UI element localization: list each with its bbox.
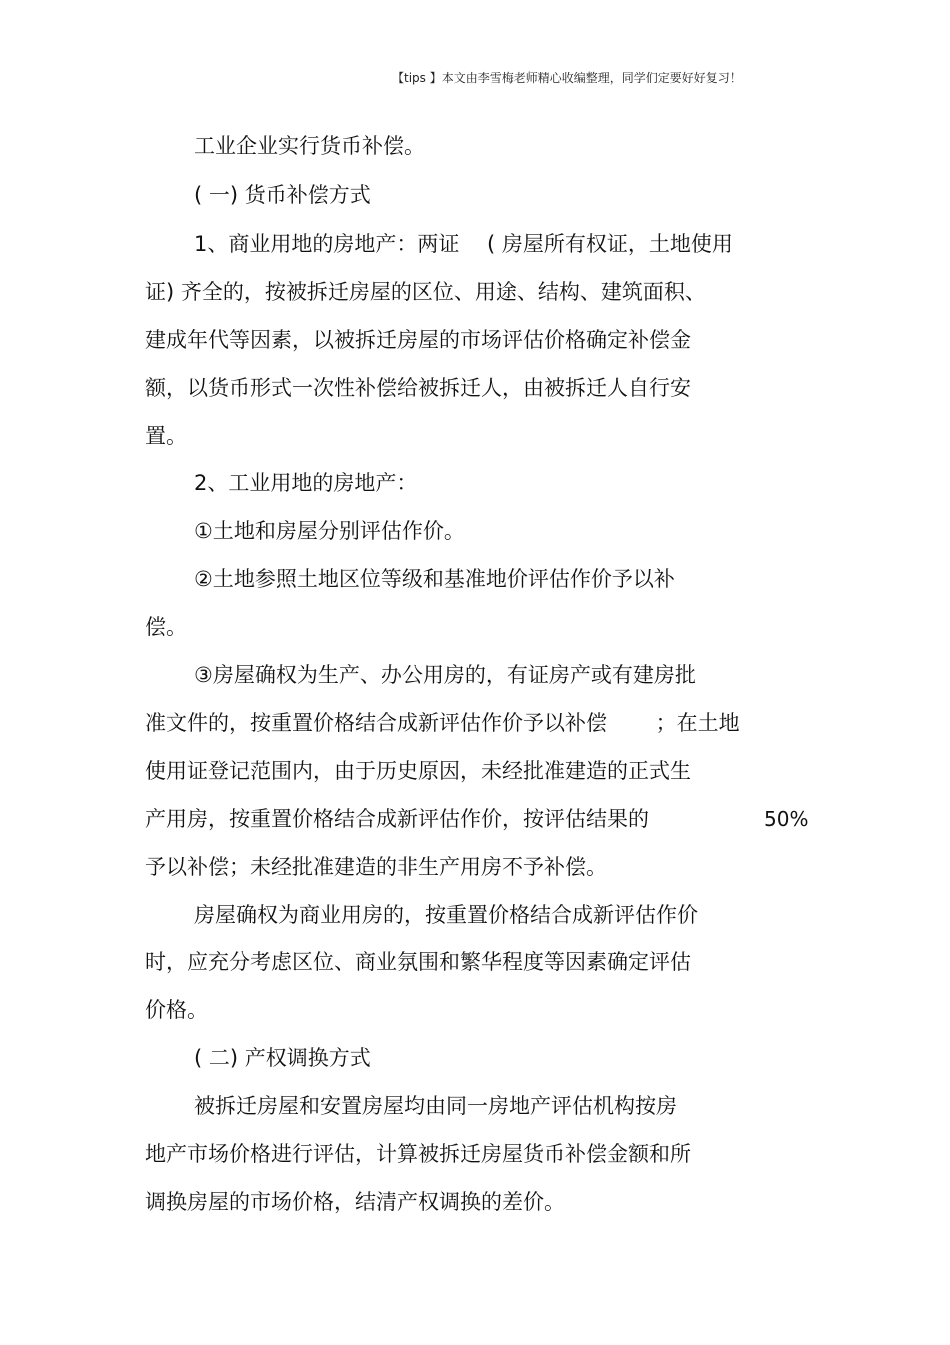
paragraph-line: 额，以货币形式一次性补偿给被拆迁人，由被拆迁人自行安 <box>145 376 691 400</box>
paragraph-line: 工业企业实行货币补偿。 <box>194 134 425 158</box>
paragraph-line: 偿。 <box>145 615 187 639</box>
paragraph-line: 1、商业用地的房地产：两证 ( 房屋所有权证，土地使用 <box>194 232 733 256</box>
paragraph-line: 证) 齐全的，按被拆迁房屋的区位、用途、结构、建筑面积、 <box>145 280 706 304</box>
paragraph-line: 2、工业用地的房地产： <box>194 471 418 495</box>
percent-value: 50% <box>764 807 809 831</box>
paragraph-line: 建成年代等因素，以被拆迁房屋的市场评估价格确定补偿金 <box>145 328 691 352</box>
paragraph-line: 时，应充分考虑区位、商业氛围和繁华程度等因素确定评估 <box>145 950 691 974</box>
paragraph-line: 价格。 <box>145 998 208 1022</box>
paragraph-line: 准文件的，按重置价格结合成新评估作价予以补偿 ；在土地 <box>145 711 740 735</box>
paragraph-line: 房屋确权为商业用房的，按重置价格结合成新评估作价 <box>194 903 698 927</box>
header-tip: 【tips 】本文由李雪梅老师精心收编整理，同学们定要好好复习！ <box>392 71 742 85</box>
paragraph-line: ③房屋确权为生产、办公用房的，有证房产或有建房批 <box>194 663 696 687</box>
paragraph-line: 产用房，按重置价格结合成新评估作价，按评估结果的 <box>145 807 649 831</box>
paragraph-line: 予以补偿；未经批准建造的非生产用房不予补偿。 <box>145 855 607 879</box>
paragraph-line: 调换房屋的市场价格，结清产权调换的差价。 <box>145 1190 565 1214</box>
paragraph-line: 使用证登记范围内，由于历史原因，未经批准建造的正式生 <box>145 759 691 783</box>
section-heading-monetary: ( 一) 货币补偿方式 <box>194 183 371 207</box>
paragraph-line: 被拆迁房屋和安置房屋均由同一房地产评估机构按房 <box>194 1094 677 1118</box>
paragraph-line: 置。 <box>145 424 187 448</box>
section-heading-exchange: ( 二) 产权调换方式 <box>194 1046 371 1070</box>
paragraph-line: 地产市场价格进行评估，计算被拆迁房屋货币补偿金额和所 <box>145 1142 691 1166</box>
paragraph-line: ①土地和房屋分别评估作价。 <box>194 519 465 543</box>
paragraph-line: ②土地参照土地区位等级和基准地价评估作价予以补 <box>194 567 675 591</box>
